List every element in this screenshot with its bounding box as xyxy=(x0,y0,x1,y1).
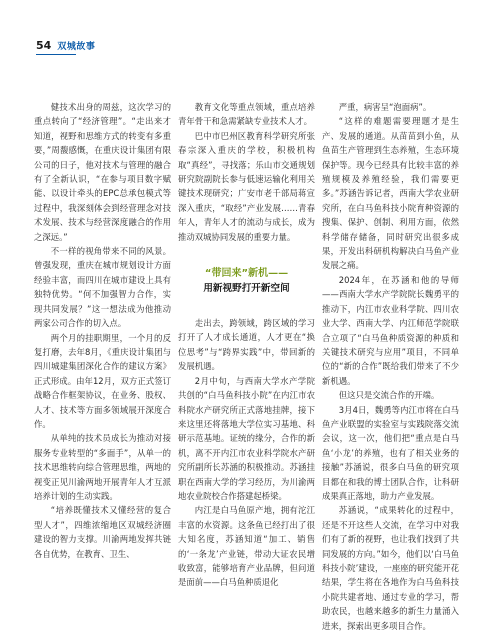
paragraph: 从单纯的技术员成长为推动对接服务专业转型的“多面手”，从单一的技术思维转向综合管理思维，两地的视变正见川渝两地开展青年人才互派培养计划的生动实践。 xyxy=(34,433,171,501)
paragraph: “这样的难题需要理题才是生产、发展的通道。从苗苗到小鱼，从鱼苗生产管理到生态养殖，生态环境保护等。现今已经具有比较丰富的养殖规模及养殖经验，我们需要更多。”苏涵告诉记者，西南大学农业研究所，在白马鱼科技小院育种资源的搜集、保护、创制、利用方面，依然科学储存储备，同时研究出很多成果，开发出科研机构解决白马鱼产业发展之痛。 xyxy=(322,116,459,271)
paragraph: 不一样的视角带来不同的风景。曾强发现，重庆在城市规划设计方面经验丰富，而四川在城市建设上具有独特优势。“何不加强智力合作，实现共同发展？”这一想法成为他推动两家公司合作的切入点。 xyxy=(34,246,171,329)
paragraph: “培养既懂技术又懂经营的复合型人才”，四维浓缩地区双城经济圈建设的智力支撑。川渝两地发挥共链各自优势，在教育、卫生、 xyxy=(34,505,171,559)
paragraph: 巴中市巴州区教育科学研究所张春宗深入重庆的学校，积极机构取“真经”，寻找落；乐山市交通规划研究院副院长参与低速运输化利用关键技术现研究；广安市老千部局蒋宣深入重庆，“取经”产业发展……青春年人，青年人才的流动与成长，成为推动双城协同发展的重要力量。 xyxy=(178,130,315,242)
subheading xyxy=(178,266,315,296)
text-column-middle xyxy=(178,100,315,590)
paragraph: 2024年，在苏涵和他的导师——西南大学水产学院院长魏勇平的推动下，内江市农业科学院、四川农业大学、西南大学、内江师范学院联合立项了“白马鱼种质资源的种质和关键技术研究与应用”项目，不同单位的“新的合作”既给我们带来了不少新机遇。 xyxy=(322,274,459,386)
paragraph: 苏涵说，“成果转化的过程中，还是不开这些人交流，在学习中对我们有了新的视野，也让我们找到了共同发展的方向。”如今，他们以‘白马鱼科技小院’建设，一座座的研究能开花结果，学生将在各地作为白马鱼科技小院共建者地、通过专业的学习，帮助农民，也越来越多的新生力量涌入进来，探索出更多项目合作。 xyxy=(322,505,459,631)
paragraph: 两个月的挂职期里，一个月的反复打磨，去年8月，《重庆设计集团与四川城建集团深化合作的建议方案》正式形成。由年12月，双方正式签订战略合作框架协议，在业务、股权、人才、技术等方面多领域展开深度合作。 xyxy=(34,332,171,429)
header-divider xyxy=(36,54,76,55)
paragraph: 严重，病害呈“泡面病”。 xyxy=(338,102,432,112)
page-number: 54 xyxy=(36,39,52,52)
page-header xyxy=(36,39,95,52)
text-column-right xyxy=(322,100,459,633)
paragraph: 2月中旬，与西南大学水产学院共创的“白马鱼科技小院”在内江市农科院水产研究所正式落地挂牌，接下来这里还将落地大学位实习基地、科研示范基地。证统的缘分，合作的新机，离不开内江市农业科学院水产研究所副所长苏涵的积极推动。苏涵挂职在西南大学的学习经历，为川渝两地农业院校合作搭建起桥梁。 xyxy=(178,375,315,501)
subheading-line-2: 用新视野打开新空间 xyxy=(203,283,290,295)
paragraph: 内江是白马鱼原产地，拥有沱江丰富的水资源。这条鱼已经打出了很大知名度，苏涵知道“加工、销售的‘一条龙’产业链，带动大证农民增收致富，能够培育产业品牌，但问道是面前——白马鱼种质退化 xyxy=(178,505,315,588)
subheading-line-1: “带回来”新机—— xyxy=(204,268,289,280)
text-column-left xyxy=(34,100,171,561)
paragraph: 健技术出身的周兹，这次学习的重点转向了“经济管理”。“走出来才知道，视野和思维方式的转变有多重要，”周馥感慨，在重庆设计集团有限公司的日子，他对技术与管理的融合有了全新认识，“在参与项目数字赋能、以设计牵头的EPC总承包模式等过程中，我深刻体会到经营理念对技术发展、技术与经营深度融合的作用之深远。” xyxy=(34,102,171,242)
paragraph: 3月4日，魏勇等内江市将在白马鱼产业联盟的实验室与实践院落交流会议，这一次，他们把“重点是白马鱼‘小龙’的养殖，也有了相关业务的接触”苏涵说，很多白马鱼的研究项目都在和我的博士团队合作，让科研成果真正落地，助力产业发展。 xyxy=(322,404,459,501)
section-title: 双城故事 xyxy=(57,42,96,52)
paragraph: 走出去，跨领域，跨区域的学习打开了人才成长通道，人才更在“换位思考”与“跨界实践”中，带回新的发展机遇。 xyxy=(178,318,315,372)
paragraph: 教育文化等重点领域，重点培养青年骨干和急需紧缺专业技术人才。 xyxy=(178,102,315,127)
paragraph: 但这只是交流合作的开端。 xyxy=(338,390,440,401)
